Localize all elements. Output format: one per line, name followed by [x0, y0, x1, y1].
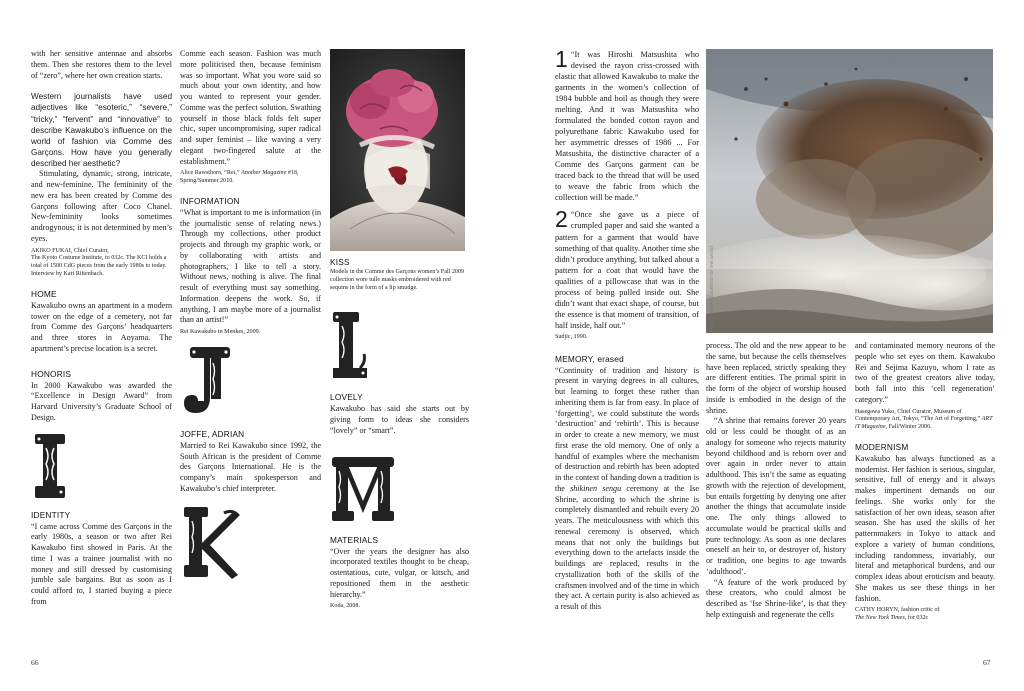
- dust-explosion-image: [706, 49, 993, 333]
- modernism-heading: MODERNISM: [855, 441, 909, 452]
- quote-2-number: 2: [555, 206, 568, 233]
- right-column-2: [706, 341, 846, 649]
- decorative-letter-j: [180, 345, 321, 425]
- materials-text: “Over the years the designer has also incorporated textiles thought to be cheap, ostentatious, cute, vulgar, or kitsch, and repositioned them in the aesthetic hierarchy.”: [330, 546, 469, 599]
- ornament-m-icon: [330, 453, 396, 525]
- answer-source-detail: The Kyoto Costume Institute, to 032c. The KCI holds a total of 1500 CdG pieces from the early 1980s to today. Interview by Kari Rittenbach.: [31, 255, 167, 277]
- kiss-heading: KISS: [330, 257, 350, 267]
- left-column-1: [31, 49, 172, 649]
- memory-continued-1: process. The old and the new appear to be the same, but because the cells themselves have been replaced, strictly speaking they are different entities. The primal spirit in the form of the object of worship housed inside is embodied in the design of the shrine.: [706, 341, 846, 415]
- intro-text: with her sensitive antennae and absorbs them. Then she restores them to the level of “zero”, where her own creation starts.: [31, 49, 172, 80]
- memory-continued-3: “A feature of the work produced by these creators, who could almost be described as ‘Ise Shrine-like’, is that they help extinguish and regenerate the cells: [706, 577, 846, 619]
- right-column-1: [555, 49, 699, 649]
- kiss-photo: [330, 49, 465, 251]
- decorative-letter-i: [31, 432, 172, 506]
- kiss-caption: Models in the Comme des Garçons women’s Fall 2009 collection wore tulle masks embroidered with red sequins in the form of a lip smudge.: [330, 269, 465, 291]
- lovely-heading: LOVELY: [330, 392, 363, 403]
- ornament-k-icon: [180, 505, 244, 581]
- quote-1-text: “It was Hiroshi Matsushita who devised the rayon criss-crossed with elastic that allowed Kawakubo to make the garments in the women’s collection of 1984 bubble and boil as though they were melting. And it was Matsushita who formulated the bonded cotton rayon and polyurethane fabric Kawakubo used for her asymmetric dresses of 1986 ... For Matsushita, the distinctive character of a Comme des Garçons garment can be traced back to the thread that will be used to weave the fabric from which the collection will be made.”: [555, 50, 699, 203]
- answer-source-name: AKIKO FUKAI, Chief Curator,: [31, 247, 109, 254]
- identity-continued-text: Comme each season. Fashion was much more politicised then, because feminism was so important. What you wore said so much about your own identity, and how you wanted to represent your gender. Comme was the perfect solution. Swathing yourself in those black folds felt super chic, super uncompromising, super radical and super feminist – like waving a very elegant two-fingered salute at the establishment.”: [180, 49, 321, 166]
- ornament-i-icon: [31, 432, 71, 502]
- masked-model-image: [330, 49, 465, 251]
- honoris-text: In 2000 Kawakubo was awarded the “Excellence in Design Award” from Harvard University’s Graduate School of Design.: [31, 380, 172, 422]
- left-column-2: [180, 49, 321, 649]
- memory-continued-4: and contaminated memory neurons of the people who set eyes on them. Kawakubo Rei and Sejima Kazuyo, whom I rate as two of the greatest creators alive today, both fall into this ‘cell regeneration’ category.”: [855, 341, 995, 404]
- quote-2-source: Sudjic, 1990.: [555, 333, 588, 340]
- home-heading: HOME: [31, 288, 57, 299]
- information-source: Rei Kawakubo in Menkes, 2009.: [180, 329, 261, 336]
- explosion-photo: [706, 49, 993, 333]
- quote-2: [555, 206, 699, 330]
- decorative-letter-k: [180, 505, 321, 583]
- page-number-left: 66: [31, 658, 39, 667]
- right-column-3: [855, 341, 995, 649]
- home-text: Kawakubo owns an apartment in a modern tower on the edge of a cemetery, not far from Comme des Garçons’ headquarters and three stores in Aoyama. The apartment’s precise location is a secret.: [31, 300, 172, 353]
- memory-text: “Continuity of tradition and history is present in varying degrees in all cultures, but learning to forget these rather than inheriting them is far from easy. In place of ‘forgetting’, we could substitute the words ‘destruction’ and ‘rebirth’. This is because in order to create a new memory, we must first erase the old memory. One of only a handful of examples where the mechanism of destruction and rebirth has been adopted in the context of handing down a tradition is the shikinen sengu ceremony at the Ise Shrine, according to which the shrine is completely dismantled and rebuilt every 20 years. The meticulousness with which this renewal ceremony is observed, which means that not only the buildings but everything down to the artefacts inside the buildings are replaced, results in the crystallization both of the skills of the craftsmen involved and of the time in which they act. A certain purity is also achieved as a result of this: [555, 365, 699, 612]
- decorative-letter-m: [330, 453, 469, 533]
- page-number-right: 67: [983, 658, 991, 667]
- photo-credit: PHOTOGRAPHY COURTESY OF THE ARTIST: [709, 245, 714, 330]
- ornament-j-icon: [180, 345, 240, 419]
- interview-answer: Stimulating, dynamic, strong, intricate, and new-feminine. The femininity of the new era has been created by Comme des Garçons following after Coco Chanel. New-femininity looks sometimes androgynous; it is not determined by men’s eyes.: [31, 169, 172, 243]
- identity-text: “I came across Comme des Garçons in the early 1980s, a season or two after Rei Kawakubo first showed in Paris. At the time I was a trainee journalist with no money and still dressed by customising jumble sale bargains. But as soon as I could afford to, I started buying a piece from: [31, 521, 172, 606]
- memory-heading: MEMORY, erased: [555, 353, 624, 364]
- interview-question: Western journalists have used adjectives like “esoteric,” “severe,” “tricky,” “fervent” and “innovative” to describe Kawakubo’s influence on the world of fashion via Comme des Garçons. How have you generally described her aesthetic?: [31, 92, 172, 169]
- identity-heading: IDENTITY: [31, 509, 71, 520]
- decorative-letter-l: [330, 310, 469, 390]
- materials-source: Koda, 2008.: [330, 603, 360, 610]
- left-column-3: [330, 257, 469, 649]
- quote-1-number: 1: [555, 49, 568, 72]
- ornament-l-icon: [330, 310, 370, 382]
- memory-continued-2: “A shrine that remains forever 20 years old or less could be thought of as an analogy for someone who rejects maturity beyond childhood and is reborn over and over again in order never to attain adulthood. This isn’t the same as equating growth with the rejection of development, but entails forgetting by denying one after another the things that accumulate inside one. The only things allowed to accumulate would be practical skills and pure technology. As soon as one declares oneself an heir to, or destroyer of, history or tradition, one begins to age towards ‘adulthood’.: [706, 416, 846, 576]
- information-heading: INFORMATION: [180, 195, 240, 206]
- honoris-heading: HONORIS: [31, 368, 72, 379]
- lovely-text: Kawakubo has said she starts out by giving form to ideas she considers “lovely” or “smart”.: [330, 404, 469, 435]
- joffe-text: Married to Rei Kawakubo since 1992, the South African is the president of Comme des Garçons International. He is the company’s main spokesperson and Kawakubo’s chief interpreter.: [180, 440, 321, 493]
- materials-heading: MATERIALS: [330, 534, 379, 545]
- identity-source: Alice Rawsthorn, “Rei,” Another Magazine #18, Spring/Summer 2010.: [180, 170, 299, 185]
- memory-source: Hasegawa Yuko, Chief Curator, Museum of Contemporary Art, Tokyo, “The Art of Forgetting,” ART iT Magazine, Fall/Winter 2006.: [855, 408, 993, 431]
- information-text: “What is important to me is information (in the journalistic sense of relating news.) Through my collections, other product projects and through my graphic work, or by collaborating with artists and photographers, I like to tell a story. Without news, nothing is alive. The final result of everything must say something. Information deepens the work. So, if anything, I am maybe more of a journalist than an artist!”: [180, 207, 321, 325]
- quote-1: [555, 49, 699, 203]
- quote-2-text: “Once she gave us a piece of crumpled paper and said she wanted a pattern for a garment that would have something of that quality. Another time she didn’t produce anything, but talked about a pattern for a coat that would have the qualities of a pillowcase that was in the process of being pulled inside out. She didn’t want that exact shape, of course, but the essence is that moment of transition, of half inside, half out.”: [555, 210, 699, 330]
- modernism-source: CATHY HORYN, fashion critic of The New York Times, for 032c: [855, 607, 940, 622]
- answer-source: [31, 248, 172, 279]
- joffe-heading: JOFFE, ADRIAN: [180, 428, 245, 439]
- modernism-text: Kawakubo has always functioned as a modernist. Her fashion is serious, singular, sensitive, full of energy and it always makes impertinent demands on our feelings. She works only for the satisfaction of her own ideas, season after season. She has used the skills of her patternmakers in Tokyo to attack and explore a variety of human conditions, including randomness, invariably, our literal and metaphorical burdens, and our complex ideas about eroticism and beauty. She makes us see these things in her fashion.: [855, 453, 995, 603]
